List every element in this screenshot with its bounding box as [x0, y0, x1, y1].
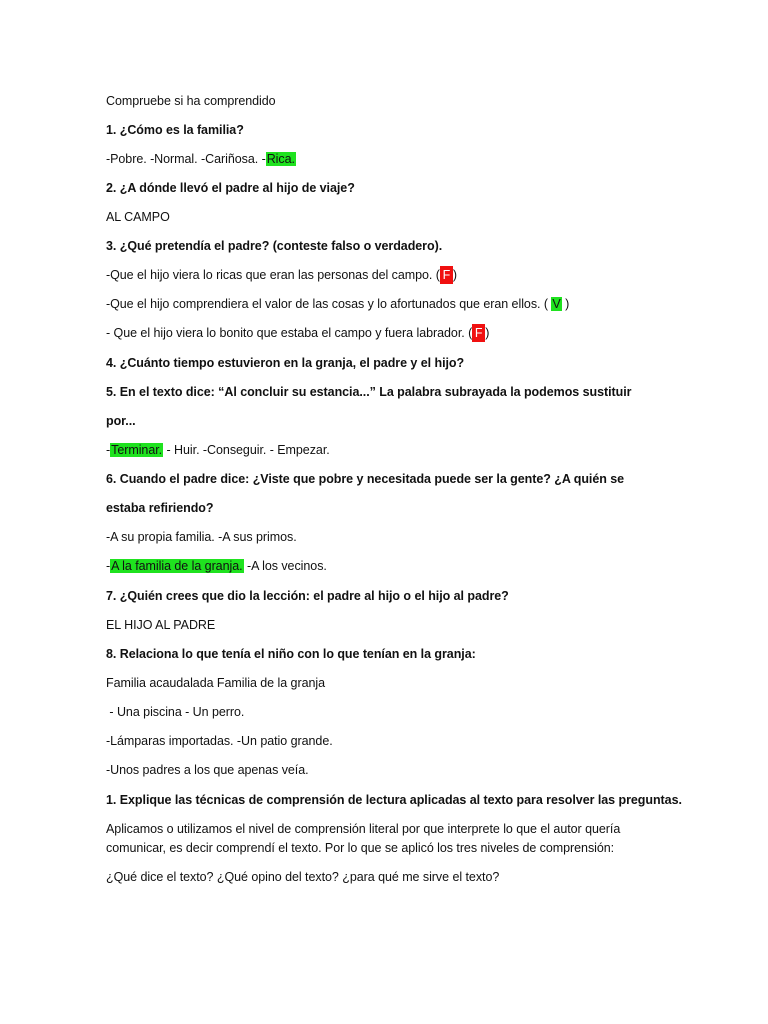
- question-5-options-prefix: -: [106, 443, 111, 457]
- question-3-item-3-text: - Que el hijo viera lo bonito que estaba el campo y fuera labrador. (: [106, 326, 473, 340]
- question-8-columns: [106, 674, 325, 692]
- question-6-selected-answer: A la familia de la granja.: [111, 559, 243, 573]
- question-4-text: 4. ¿Cuánto tiempo estuvieron en la granja, el padre y el hijo?: [106, 356, 465, 370]
- question-2-answer-text: AL CAMPO: [106, 210, 170, 224]
- question-5-text-2: por...: [106, 414, 136, 428]
- question-5-options-rest: - Huir. -Conseguir. - Empezar.: [163, 443, 330, 457]
- question-3-item-1-text: -Que el hijo viera lo ricas que eran las personas del campo. (: [106, 268, 440, 282]
- question-5-selected-answer: Terminar.: [111, 443, 163, 457]
- question-1: [106, 121, 244, 139]
- question-8-row-1: [106, 703, 244, 721]
- question-2-answer: [106, 208, 170, 226]
- question-8: [106, 645, 476, 663]
- question-1-options: [106, 150, 296, 168]
- question-5-line-2: [106, 412, 136, 430]
- question-3: [106, 237, 442, 255]
- question-3-item-3: [106, 324, 489, 342]
- question-8-row-3: [106, 761, 309, 779]
- question-8-row-2-text: -Lámparas importadas. -Un patio grande.: [106, 734, 333, 748]
- question-6-options-2-prefix: -: [106, 559, 111, 573]
- question-5-line-1: [106, 383, 631, 401]
- question-2: [106, 179, 355, 197]
- question-8-row-2: [106, 732, 333, 750]
- question-5-text-1: 5. En el texto dice: “Al concluir su estancia...” La palabra subrayada la podemos sustituir: [106, 385, 632, 399]
- question-7-answer-text: EL HIJO AL PADRE: [106, 618, 216, 632]
- question-6-line-2: [106, 499, 213, 517]
- question-3-text: 3. ¿Qué pretendía el padre? (conteste falso o verdadero).: [106, 239, 443, 253]
- question-8-text: 8. Relaciona lo que tenía el niño con lo que tenían en la granja:: [106, 647, 476, 661]
- question-4: [106, 354, 464, 372]
- question-6-options-2: [106, 557, 327, 575]
- question-1-selected-answer: Rica.: [266, 152, 295, 166]
- question-5-options: [106, 441, 330, 459]
- question-6-line-1: [106, 470, 624, 488]
- heading-text: Compruebe si ha comprendido: [106, 94, 276, 108]
- final-answer-text-2: comunicar, es decir comprendí el texto. Por lo que se aplicó los tres niveles de comprensión:: [106, 841, 615, 855]
- question-3-item-2: [106, 295, 569, 313]
- question-3-item-1-close: ): [452, 268, 458, 282]
- question-8-row-1-text: - Una piscina - Un perro.: [106, 705, 245, 719]
- final-answer-line-3: [106, 868, 499, 886]
- final-answer-text-1: Aplicamos o utilizamos el nivel de comprensión literal por que interprete lo que el autor quería: [106, 822, 621, 836]
- question-6-options-2-rest: -A los vecinos.: [243, 559, 327, 573]
- question-3-item-2-mark: V: [552, 297, 561, 311]
- question-3-item-1: [106, 266, 457, 284]
- question-7-answer: [106, 616, 215, 634]
- question-3-item-1-mark: F: [440, 266, 453, 284]
- question-1-text: 1. ¿Cómo es la familia?: [106, 123, 244, 137]
- final-answer-text-3: ¿Qué dice el texto? ¿Qué opino del texto? ¿para qué me sirve el texto?: [106, 870, 500, 884]
- document-heading: [106, 92, 276, 110]
- question-1-options-text: -Pobre. -Normal. -Cariñosa. -: [106, 152, 266, 166]
- question-8-columns-text: Familia acaudalada Familia de la granja: [106, 676, 326, 690]
- question-3-item-2-text: -Que el hijo comprendiera el valor de las cosas y lo afortunados que eran ellos. (: [106, 297, 552, 311]
- question-3-item-3-mark: F: [472, 324, 485, 342]
- question-3-item-2-close: ): [561, 297, 570, 311]
- question-6-text-2: estaba refiriendo?: [106, 501, 214, 515]
- question-3-item-3-close: ): [485, 326, 490, 340]
- question-8-row-3-text: -Unos padres a los que apenas veía.: [106, 763, 309, 777]
- final-answer-line-1: [106, 820, 620, 838]
- question-7: [106, 587, 509, 605]
- final-answer-line-2: [106, 839, 614, 857]
- question-6-options-1-text: -A su propia familia. -A sus primos.: [106, 530, 297, 544]
- question-6-text-1: 6. Cuando el padre dice: ¿Viste que pobre y necesitada puede ser la gente? ¿A quién se: [106, 472, 625, 486]
- final-question-text: 1. Explique las técnicas de comprensión de lectura aplicadas al texto para resolver las preguntas.: [106, 793, 682, 807]
- question-7-text: 7. ¿Quién crees que dio la lección: el padre al hijo o el hijo al padre?: [106, 589, 509, 603]
- question-6-options-1: [106, 528, 297, 546]
- final-question: [106, 791, 682, 809]
- question-2-text: 2. ¿A dónde llevó el padre al hijo de viaje?: [106, 181, 355, 195]
